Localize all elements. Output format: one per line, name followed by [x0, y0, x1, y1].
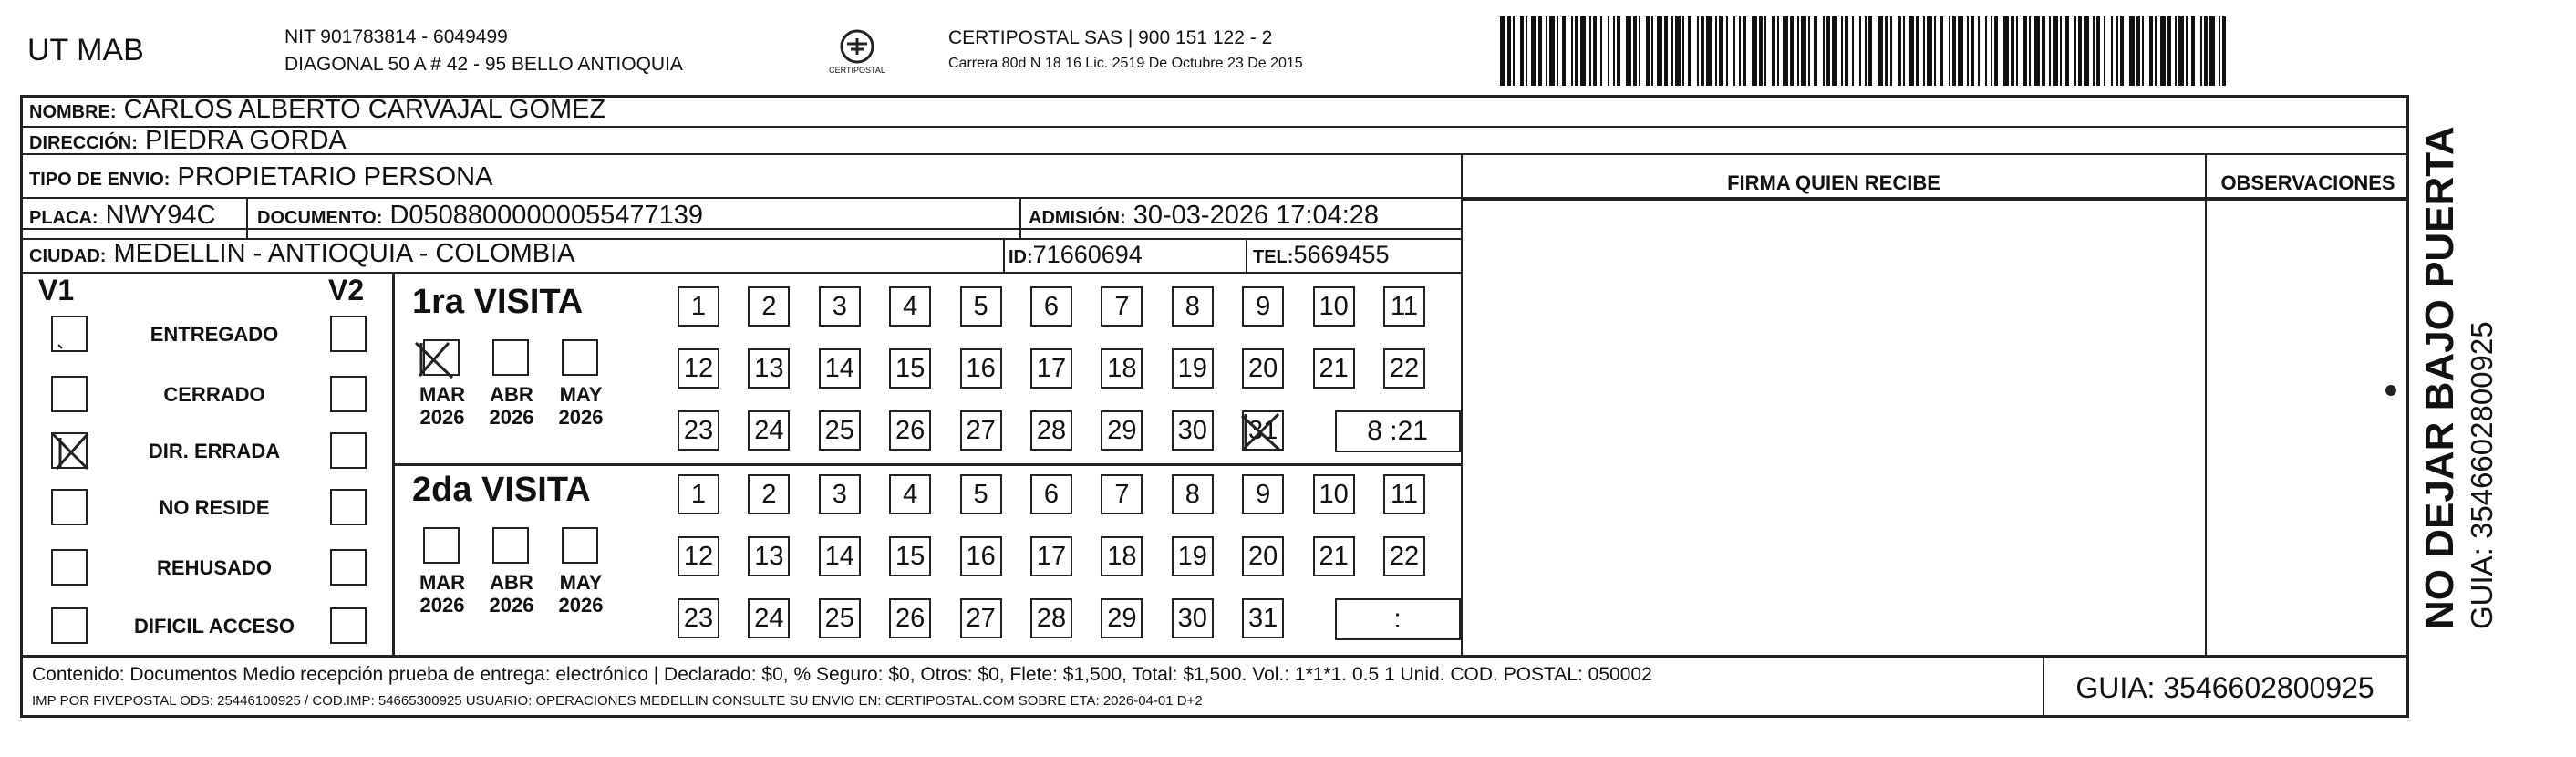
barcode-bar	[1923, 16, 1925, 86]
id-row	[1009, 241, 1143, 269]
barcode-bar	[1682, 16, 1684, 86]
barcode-bar	[1991, 16, 1992, 86]
visit2-day-box[interactable]: 31	[1242, 598, 1284, 638]
barcode-bar	[1898, 16, 1901, 86]
visit2-day-box[interactable]: 14	[819, 536, 861, 576]
visit1-day-box[interactable]: 29	[1101, 410, 1143, 451]
visit1-day-box[interactable]: 16	[960, 348, 1002, 389]
status-label: REHUSADO	[157, 556, 272, 579]
barcode-bar	[1626, 16, 1631, 86]
certipostal-logo	[821, 27, 894, 82]
barcode-bar	[1764, 16, 1766, 86]
handwritten-x-mar	[412, 339, 458, 381]
barcode-bar	[2175, 16, 2177, 86]
barcode-bar	[2053, 16, 2058, 86]
visit2-day-box[interactable]: 5	[960, 474, 1002, 514]
barcode-bar	[2034, 16, 2040, 86]
col-divider	[1003, 239, 1005, 272]
firma-header: FIRMA QUIEN RECIBE	[1727, 171, 1940, 194]
barcode-bar	[2200, 16, 2202, 86]
visit2-day-box[interactable]: 25	[819, 598, 861, 638]
visit1-day-box[interactable]: 11	[1383, 286, 1425, 327]
visit2-day-box[interactable]: 21	[1313, 536, 1355, 576]
visit-divider	[392, 463, 1461, 466]
visit1-month-checkbox[interactable]	[492, 339, 529, 376]
barcode-bar	[1909, 16, 1914, 86]
barcode-bar	[2003, 16, 2009, 86]
status-label: DIR. ERRADA	[148, 440, 281, 462]
visit2-day-box[interactable]: 12	[678, 536, 719, 576]
barcode-bar	[1538, 16, 1542, 86]
barcode-bar	[2096, 16, 2100, 86]
month-name: ABR	[490, 571, 533, 594]
tipo-value: PROPIETARIO PERSONA	[177, 162, 493, 192]
barcode-bar	[2219, 16, 2220, 86]
v1-checkbox[interactable]	[51, 607, 88, 644]
visit2-day-box[interactable]: 27	[960, 598, 1002, 638]
barcode-bar	[1808, 16, 1810, 86]
nombre-row	[29, 95, 605, 125]
barcode-bar	[2049, 16, 2051, 86]
company-nit-block	[284, 24, 683, 78]
barcode-bar	[1608, 16, 1609, 86]
logo-caption: CERTIPOSTAL	[829, 66, 885, 75]
visit2-month-label	[414, 571, 471, 617]
col-divider	[246, 197, 248, 239]
nombre-label: NOMBRE:	[29, 102, 117, 122]
row-divider	[1461, 199, 2409, 201]
barcode-bar	[1940, 16, 1943, 86]
barcode-bar	[1706, 16, 1712, 86]
v2-header: V2	[328, 274, 365, 306]
barcode-bar	[1600, 16, 1602, 86]
direccion-value: PIEDRA GORDA	[144, 126, 347, 155]
visit1-day-box[interactable]: 31	[1242, 410, 1284, 451]
v1-checkbox[interactable]	[51, 549, 88, 586]
barcode	[1500, 16, 2229, 86]
visit2-day-box[interactable]: 13	[748, 536, 790, 576]
visit1-day-box[interactable]: 8	[1172, 286, 1214, 327]
ciudad-value: MEDELLIN - ANTIOQUIA - COLOMBIA	[113, 239, 575, 268]
tel-label: TEL:	[1253, 247, 1294, 267]
barcode-bar	[1664, 16, 1668, 86]
v2-checkbox[interactable]	[330, 549, 367, 586]
month-year: 2026	[419, 406, 465, 429]
documento-value: D05088000000055477139	[389, 201, 703, 230]
barcode-bar	[1719, 16, 1723, 86]
visit1-day-box[interactable]: 1	[678, 286, 719, 327]
barcode-bar	[1952, 16, 1956, 86]
visit1-day-box[interactable]: 5	[960, 286, 1002, 327]
visit2-month-checkbox[interactable]	[492, 527, 529, 564]
visit2-day-box[interactable]: 20	[1242, 536, 1284, 576]
barcode-bar	[1507, 16, 1511, 86]
barcode-bar	[1841, 16, 1843, 86]
observaciones-header: OBSERVACIONES	[2220, 171, 2395, 194]
visit1-day-box[interactable]: 30	[1172, 410, 1214, 451]
footer-divider	[20, 655, 2409, 658]
visit2-day-box[interactable]: 10	[1313, 474, 1355, 514]
barcode-bar	[2204, 16, 2208, 86]
barcode-bar	[1526, 16, 1527, 86]
certipostal-block	[948, 26, 1303, 77]
company-name: UT MAB	[27, 33, 144, 67]
handwritten-x-day31	[1238, 410, 1286, 454]
placa-label: PLACA:	[29, 208, 98, 228]
visit1-day-box[interactable]: 20	[1242, 348, 1284, 389]
v2-checkbox[interactable]	[330, 489, 367, 525]
address-line: DIAGONAL 50 A # 42 - 95 BELLO ANTIOQUIA	[284, 54, 683, 75]
visit2-day-box[interactable]: 26	[889, 598, 931, 638]
col-divider	[1461, 153, 1463, 657]
license-line: Carrera 80d N 18 16 Lic. 2519 De Octubre 23 De 2015	[948, 56, 1303, 71]
documento-label: DOCUMENTO:	[257, 208, 383, 228]
barcode-bar	[2186, 16, 2188, 86]
v2-checkbox[interactable]	[330, 316, 367, 352]
barcode-bar	[1671, 16, 1673, 86]
barcode-bar	[2116, 16, 2118, 86]
barcode-bar	[1878, 16, 1883, 86]
barcode-bar	[1752, 16, 1757, 86]
visit1-day-box[interactable]: 2	[748, 286, 790, 327]
visit1-day-box[interactable]: 15	[889, 348, 931, 389]
barcode-bar	[1759, 16, 1763, 86]
visit1-day-box[interactable]: 14	[819, 348, 861, 389]
v1-checkbox[interactable]	[51, 376, 88, 412]
visit1-day-box[interactable]: 10	[1313, 286, 1355, 327]
barcode-bar	[1613, 16, 1615, 86]
ciudad-row	[29, 239, 575, 269]
barcode-bar	[1845, 16, 1848, 86]
barcode-bar	[1859, 16, 1861, 86]
visit1-day-box[interactable]: 3	[819, 286, 861, 327]
barcode-bar	[2149, 16, 2153, 86]
visit1-day-box[interactable]: 24	[748, 410, 790, 451]
barcode-bar	[1531, 16, 1536, 86]
visit1-day-box[interactable]: 27	[960, 410, 1002, 451]
barcode-bar	[2060, 16, 2062, 86]
barcode-bar	[1934, 16, 1936, 86]
barcode-bar	[2222, 16, 2226, 86]
visit1-day-box[interactable]: 12	[678, 348, 719, 389]
month-name: MAR	[419, 383, 466, 406]
visit2-day-box[interactable]: 1	[678, 474, 719, 514]
month-year: 2026	[558, 406, 604, 429]
visit1-day-box[interactable]: 25	[819, 410, 861, 451]
barcode-bar	[1814, 16, 1817, 86]
visit2-day-box[interactable]: 17	[1030, 536, 1072, 576]
visit1-time-box[interactable]: 8 :21	[1335, 410, 1461, 452]
col-divider	[392, 272, 395, 657]
barcode-bar	[2078, 16, 2082, 86]
v1-checkbox[interactable]	[51, 489, 88, 525]
barcode-bar	[2129, 16, 2135, 86]
row-divider	[20, 126, 2409, 128]
barcode-bar	[2023, 16, 2027, 86]
visit2-day-box[interactable]: 11	[1383, 474, 1425, 514]
side-guia: GUIA: 3546602800925	[2465, 321, 2498, 629]
visit1-day-box[interactable]: 19	[1172, 348, 1214, 389]
barcode-bar	[2136, 16, 2140, 86]
barcode-bar	[2191, 16, 2195, 86]
barcode-bar	[1688, 16, 1691, 86]
month-name: MAY	[559, 571, 603, 594]
visit2-day-box[interactable]: 16	[960, 536, 1002, 576]
tipo-row	[29, 162, 492, 192]
admision-label: ADMISIÓN:	[1029, 208, 1126, 228]
footer-imp-line: IMP POR FIVEPOSTAL ODS: 25446100925 / COD.IMP: 54665300925 USUARIO: OPERACIONES MEDELLIN CONSULTE SU ENVIO EN: CERTIPOSTAL.COM SOBRE ETA: 2026-04-01 D+2	[32, 693, 1203, 709]
v2-checkbox[interactable]	[330, 376, 367, 412]
logo-icon	[838, 27, 876, 66]
barcode-bar	[1852, 16, 1854, 86]
tel-row	[1253, 241, 1390, 269]
barcode-bar	[1580, 16, 1586, 86]
row-divider	[20, 153, 2409, 155]
visit2-day-box[interactable]: 4	[889, 474, 931, 514]
barcode-bar	[1589, 16, 1591, 86]
visit2-day-box[interactable]: 19	[1172, 536, 1214, 576]
visit1-day-box[interactable]: 23	[678, 410, 719, 451]
barcode-bar	[2104, 16, 2105, 86]
visit1-day-box[interactable]: 17	[1030, 348, 1072, 389]
visit1-title: 1ra VISITA	[412, 283, 584, 321]
handwritten-tick	[51, 319, 88, 356]
v2-checkbox[interactable]	[330, 607, 367, 644]
visit1-day-box[interactable]: 9	[1242, 286, 1284, 327]
v1-header: V1	[38, 274, 75, 306]
placa-row	[29, 201, 215, 231]
barcode-bar	[1639, 16, 1640, 86]
visit2-day-box[interactable]: 24	[748, 598, 790, 638]
barcode-bar	[2160, 16, 2166, 86]
barcode-bar	[1743, 16, 1746, 86]
month-name: MAY	[559, 383, 603, 406]
visit1-day-box[interactable]: 6	[1030, 286, 1072, 327]
ciudad-label: CIUDAD:	[29, 246, 107, 266]
barcode-bar	[1826, 16, 1830, 86]
barcode-bar	[1890, 16, 1892, 86]
visit2-day-box[interactable]: 7	[1101, 474, 1143, 514]
nit-line: NIT 901783814 - 6049499	[284, 26, 508, 47]
barcode-bar	[1832, 16, 1837, 86]
admision-row	[1029, 201, 1379, 231]
barcode-bar	[2042, 16, 2045, 86]
visit2-day-box[interactable]: 18	[1101, 536, 1143, 576]
id-label: ID:	[1009, 247, 1033, 267]
barcode-bar	[1520, 16, 1524, 86]
barcode-bar	[2074, 16, 2076, 86]
barcode-bar	[1971, 16, 1974, 86]
visit2-day-box[interactable]: 28	[1030, 598, 1072, 638]
barcode-bar	[1575, 16, 1578, 86]
visit2-day-box[interactable]: 9	[1242, 474, 1284, 514]
barcode-bar	[1801, 16, 1806, 86]
barcode-bar	[1726, 16, 1728, 86]
barcode-bar	[1985, 16, 1987, 86]
documento-row	[257, 201, 703, 231]
direccion-label: DIRECCIÓN:	[29, 133, 138, 153]
barcode-bar	[2029, 16, 2031, 86]
tel-value: 5669455	[1293, 241, 1390, 268]
barcode-bar	[1823, 16, 1825, 86]
barcode-bar	[2011, 16, 2014, 86]
id-value: 71660694	[1032, 241, 1143, 268]
status-label: DIFICIL ACCESO	[133, 615, 295, 638]
side-vertical-text	[2416, 126, 2500, 629]
barcode-bar	[2016, 16, 2018, 86]
visit1-day-box[interactable]: 13	[748, 348, 790, 389]
side-warning: NO DEJAR BAJO PUERTA	[2417, 126, 2462, 629]
visit2-day-box[interactable]: 2	[748, 474, 790, 514]
barcode-bar	[1697, 16, 1699, 86]
visit2-day-box[interactable]: 15	[889, 536, 931, 576]
month-year: 2026	[419, 594, 465, 617]
status-label: CERRADO	[163, 383, 265, 406]
visit1-day-box[interactable]: 18	[1101, 348, 1143, 389]
ink-dot	[2384, 383, 2398, 398]
barcode-bar	[1513, 16, 1515, 86]
barcode-bar	[1701, 16, 1704, 86]
col-divider	[2205, 153, 2207, 657]
certipostal-line: CERTIPOSTAL SAS | 900 151 122 - 2	[948, 27, 1273, 48]
direccion-row	[29, 126, 347, 156]
barcode-bar	[2065, 16, 2069, 86]
barcode-bar	[1790, 16, 1794, 86]
placa-value: NWY94C	[105, 201, 216, 230]
barcode-bar	[1715, 16, 1717, 86]
barcode-bar	[1571, 16, 1573, 86]
footer-guia: GUIA: 3546602800925	[2075, 671, 2374, 704]
visit1-month-checkbox[interactable]	[562, 339, 598, 376]
col-divider	[1019, 197, 1021, 239]
barcode-bar	[1549, 16, 1555, 86]
barcode-bar	[1733, 16, 1735, 86]
month-name: MAR	[419, 571, 466, 594]
nombre-value: CARLOS ALBERTO CARVAJAL GOMEZ	[123, 95, 606, 124]
visit1-month-label	[414, 383, 471, 429]
barcode-bar	[2120, 16, 2124, 86]
barcode-bar	[1967, 16, 1969, 86]
barcode-bar	[1978, 16, 1980, 86]
barcode-bar	[1617, 16, 1620, 86]
col-divider	[1246, 239, 1247, 272]
visit2-day-box[interactable]: 29	[1101, 598, 1143, 638]
barcode-bar	[1562, 16, 1566, 86]
barcode-bar	[2167, 16, 2171, 86]
visit1-day-box[interactable]: 28	[1030, 410, 1072, 451]
status-label: ENTREGADO	[150, 323, 279, 346]
barcode-bar	[1777, 16, 1779, 86]
barcode-bar	[2093, 16, 2095, 86]
barcode-bar	[1868, 16, 1872, 86]
visit2-day-box[interactable]: 3	[819, 474, 861, 514]
barcode-bar	[1958, 16, 1963, 86]
barcode-bar	[1546, 16, 1547, 86]
barcode-bar	[1675, 16, 1681, 86]
barcode-bar	[1783, 16, 1788, 86]
barcode-bar	[1885, 16, 1888, 86]
barcode-bar	[2111, 16, 2113, 86]
barcode-bar	[1927, 16, 1932, 86]
visit2-month-checkbox[interactable]	[562, 527, 598, 564]
month-name: ABR	[490, 383, 533, 406]
barcode-bar	[1593, 16, 1597, 86]
barcode-bar	[1557, 16, 1558, 86]
tipo-label: TIPO DE ENVIO:	[29, 170, 171, 190]
barcode-bar	[1797, 16, 1799, 86]
visit2-month-label	[483, 571, 540, 617]
month-year: 2026	[558, 594, 604, 617]
visit2-time-box[interactable]: :	[1335, 598, 1461, 640]
visit1-day-box[interactable]: 4	[889, 286, 931, 327]
barcode-bar	[2084, 16, 2089, 86]
barcode-bar	[2209, 16, 2215, 86]
visit2-day-box[interactable]: 22	[1383, 536, 1425, 576]
barcode-bar	[1651, 16, 1653, 86]
visit2-month-checkbox[interactable]	[423, 527, 460, 564]
month-year: 2026	[489, 406, 534, 429]
month-year: 2026	[489, 594, 534, 617]
visit1-day-box[interactable]: 26	[889, 410, 931, 451]
barcode-bar	[2178, 16, 2184, 86]
visit1-month-label	[483, 383, 540, 429]
visit2-title: 2da VISITA	[412, 471, 591, 509]
status-label: NO RESIDE	[159, 496, 270, 519]
v2-checkbox[interactable]	[330, 432, 367, 469]
visit1-day-box[interactable]: 21	[1313, 348, 1355, 389]
barcode-bar	[2155, 16, 2157, 86]
barcode-bar	[1633, 16, 1637, 86]
barcode-bar	[1646, 16, 1650, 86]
footer-content-line: Contenido: Documentos Medio recepción prueba de entrega: electrónico | Declarado: $0, % Seguro: $0, Otros: $0, Flete: $1,500, Total: $1,500. Vol.: 1*1*1. 0.5 1 Unid. COD. POSTAL: 050002	[32, 664, 1652, 685]
visit2-day-box[interactable]: 6	[1030, 474, 1072, 514]
barcode-bar	[1903, 16, 1905, 86]
barcode-bar	[1916, 16, 1919, 86]
visit1-day-box[interactable]: 7	[1101, 286, 1143, 327]
admision-value: 30-03-2026 17:04:28	[1133, 201, 1380, 230]
barcode-bar	[1739, 16, 1741, 86]
barcode-bar	[2142, 16, 2144, 86]
barcode-bar	[1949, 16, 1950, 86]
visit2-day-box[interactable]: 23	[678, 598, 719, 638]
barcode-bar	[1772, 16, 1775, 86]
barcode-bar	[1657, 16, 1662, 86]
handwritten-x-dir-errada	[51, 432, 91, 472]
visit2-day-box[interactable]: 8	[1172, 474, 1214, 514]
row-divider	[20, 272, 1461, 274]
barcode-bar	[1500, 16, 1505, 86]
visit1-month-label	[553, 383, 609, 429]
visit2-month-label	[553, 571, 609, 617]
visit2-day-box[interactable]: 30	[1172, 598, 1214, 638]
barcode-bar	[1994, 16, 1998, 86]
visit1-day-box[interactable]: 22	[1383, 348, 1425, 389]
barcode-bar	[1865, 16, 1867, 86]
